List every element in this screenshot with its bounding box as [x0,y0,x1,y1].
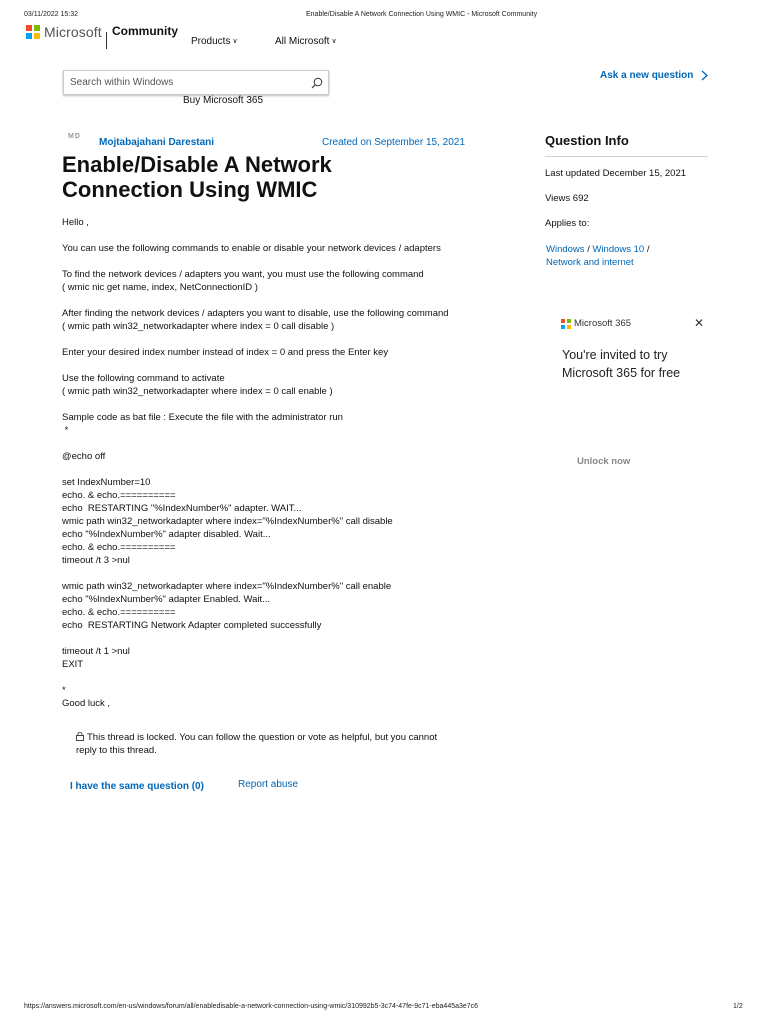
post-body-line [62,671,482,684]
post-body-line: @echo off [62,451,106,462]
post-body-line: echo "%IndexNumber%" adapter Enabled. Wait... [62,594,271,605]
post-body-line [62,359,482,372]
microsoft-wordmark: Microsoft [44,24,102,40]
nav-all-microsoft-label: All Microsoft [275,36,330,47]
post-body-line: echo. & echo.========== [62,542,176,553]
post-body-line: echo RESTARTING Network Adapter completed successfully [62,620,322,631]
post-body-line: EXIT [62,659,84,670]
question-info-title: Question Info [545,133,629,148]
author-name-link[interactable]: Mojtabajahani Darestani [99,137,215,148]
lock-icon [76,732,84,741]
post-body-line: * [62,685,66,696]
search-input[interactable] [64,76,306,89]
post-body-line: wmic path win32_networkadapter where index="%IndexNumber%" call enable [62,581,392,592]
post-body-line [62,437,482,450]
print-doc-title: Enable/Disable A Network Connection Using WMIC - Microsoft Community [306,11,538,18]
nav-products-label: Products [191,36,231,47]
post-body-line: set IndexNumber=10 [62,477,151,488]
post-body-line [62,463,482,476]
site-title-community[interactable]: Community [112,24,178,38]
search-button[interactable] [306,72,328,94]
post-body-line: echo. & echo.========== [62,607,176,618]
chevron-down-icon: ∨ [232,37,238,45]
post-body-line [62,567,482,580]
post-body-line: echo. & echo.========== [62,490,176,501]
locked-notice-text: This thread is locked. You can follow the question or vote as helpful, but you cannot reply to this thread. [76,732,438,756]
post-body-line [62,294,482,307]
microsoft-logo[interactable] [26,24,102,40]
header-divider [106,32,107,49]
search-box [63,70,329,95]
question-info-divider [545,156,708,157]
chevron-right-icon [701,70,708,81]
post-body-line: ( wmic nic get name, index, NetConnectionID ) [62,282,258,293]
nav-all-microsoft[interactable] [275,36,337,47]
created-date: Created on September 15, 2021 [322,137,465,148]
tag-separator: / [587,244,590,255]
last-updated: Last updated December 15, 2021 [545,168,687,179]
applies-to-label: Applies to: [545,218,590,229]
nav-products[interactable] [191,36,238,47]
post-body-line [62,255,482,268]
avatar: MD [68,133,81,140]
tag-link-network-and-internet[interactable]: Network and internet [546,257,634,268]
ask-new-question-link[interactable] [600,70,708,81]
post-body-line: Hello , [62,217,89,228]
report-abuse-link[interactable]: Report abuse [238,779,299,790]
post-body-line: Use the following command to activate [62,373,225,384]
tag-link-windows-10[interactable]: Windows 10 [592,244,645,255]
post-body-line: ( wmic path win32_networkadapter where index = 0 call enable ) [62,386,333,397]
buy-microsoft-365-link[interactable]: Buy Microsoft 365 [183,95,264,106]
search-icon [311,77,323,89]
ad-headline: You're invited to try Microsoft 365 for free [562,348,681,380]
locked-notice [76,731,456,757]
post-body-line [62,398,482,411]
page-title: Enable/Disable A Network Connection Using WMIC [62,152,332,202]
tag-link-windows[interactable]: Windows [546,244,585,255]
chevron-down-icon: ∨ [331,37,337,45]
post-body-line: ( wmic path win32_networkadapter where index = 0 call disable ) [62,321,335,332]
views-count: Views 692 [545,193,589,204]
post-body-line: To find the network devices / adapters you want, you must use the following command [62,269,424,280]
post-body-line: timeout /t 3 >nul [62,555,130,566]
post-body-line: Good luck , [62,698,111,709]
print-url: https://answers.microsoft.com/en-us/windows/forum/all/enabledisable-a-network-connection-using-wmic/310992b5-3c74-47fe-9c71-eba445a3e7c6 [24,1003,479,1010]
post-body-line [62,333,482,346]
post-body-line: wmic path win32_networkadapter where index="%IndexNumber%" call disable [62,516,393,527]
close-icon[interactable]: ✕ [694,316,705,330]
microsoft-logo-icon [26,25,40,39]
ask-new-question-label: Ask a new question [600,70,694,81]
applies-to-tags [546,243,706,269]
post-body-line: * [62,425,69,436]
tag-separator: / [646,244,650,255]
ad-microsoft-365-logo [561,318,631,329]
post-body-line: echo RESTARTING "%IndexNumber%" adapter. WAIT... [62,503,302,514]
post-body-line [62,229,482,242]
print-page-number: 1/2 [733,1003,743,1010]
print-datetime: 03/11/2022 15:32 [24,11,78,18]
post-body-line: Enter your desired index number instead of index = 0 and press the Enter key [62,347,389,358]
same-question-button[interactable]: I have the same question (0) [70,781,204,792]
post-body-line [62,632,482,645]
post-body-line: Sample code as bat file : Execute the file with the administrator run [62,412,343,423]
ad-logo-text: Microsoft 365 [574,318,632,329]
post-body-line: After finding the network devices / adapters you want to disable, use the following command [62,308,449,319]
microsoft-logo-icon [561,319,571,329]
post-body-line: You can use the following commands to enable or disable your network devices / adapters [62,243,441,254]
post-body-line: echo "%IndexNumber%" adapter disabled. Wait... [62,529,271,540]
post-body-line: timeout /t 1 >nul [62,646,130,657]
post-body [62,216,482,710]
unlock-now-button[interactable]: Unlock now [577,456,631,467]
